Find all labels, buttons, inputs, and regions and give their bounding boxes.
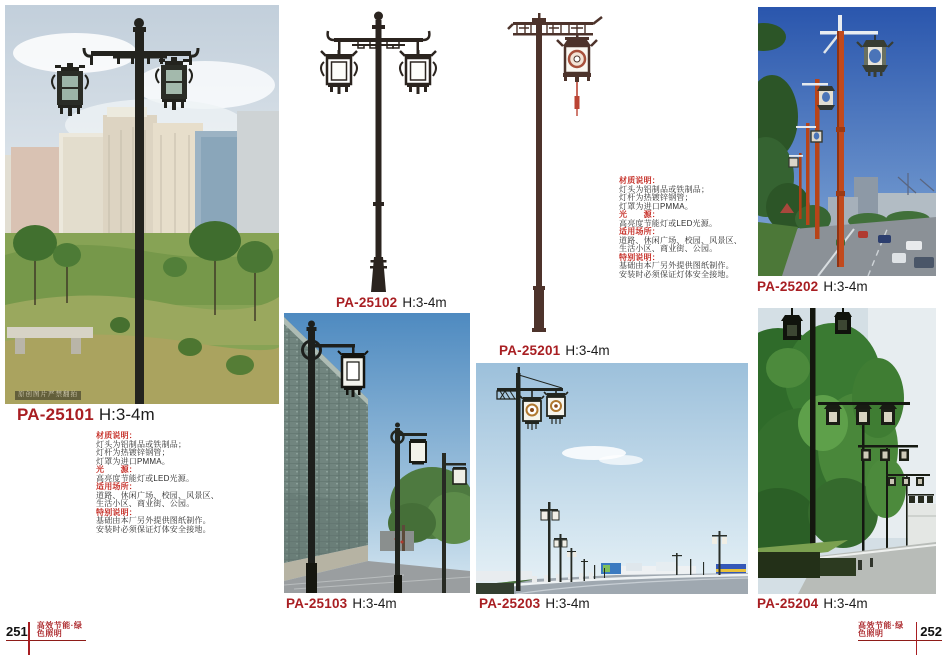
- product-label-pa-25102: [336, 296, 447, 310]
- drawn-pole-base: [532, 286, 546, 332]
- spec-heading: 材质说明：: [96, 431, 137, 440]
- product-label-pa-25201: [499, 344, 610, 358]
- product-size: H:3-4m: [352, 596, 397, 611]
- product-size: H:3-4m: [545, 596, 590, 611]
- product-size: H:3-4m: [823, 596, 868, 611]
- spec-line: 灯罩为进口PMMA。: [96, 456, 170, 466]
- product-size: H:3-4m: [565, 343, 610, 358]
- product-photo-pa-25203: [476, 363, 748, 594]
- product-code: PA-25203: [479, 596, 541, 611]
- spec-line: 生活小区、商业街、公园。: [96, 499, 195, 508]
- spec-line: 安装时必须保证灯体安全接地。: [619, 269, 734, 279]
- footer-slogan: 高效节能·绿色照明: [858, 621, 904, 638]
- red-pole-street-photo: [758, 7, 936, 276]
- product-label-pa-25203: [479, 597, 590, 611]
- street-lamp-park-photo: [5, 5, 279, 404]
- product-code: PA-25102: [336, 295, 398, 310]
- product-code: PA-25101: [17, 405, 94, 424]
- drawn-lantern-right: [400, 50, 436, 94]
- product-label-pa-25103: [286, 597, 397, 611]
- footer-right: [858, 622, 942, 641]
- spec-line: 基础由本厂另外提供图纸制作。: [619, 261, 734, 270]
- footer-divider-line: [916, 622, 918, 655]
- spec-line: 灯罩为进口PMMA。: [619, 201, 693, 211]
- product-label-pa-25204: [757, 597, 868, 611]
- product-code: PA-25103: [286, 596, 348, 611]
- product-photo-pa-25103: [284, 313, 470, 593]
- product-size: H:3-4m: [823, 279, 868, 294]
- spec-line: 安装时必须保证灯体安全接地。: [96, 524, 211, 534]
- spec-block-right: [619, 177, 749, 279]
- footer-left: [6, 622, 86, 641]
- product-photo-pa-25204: [758, 308, 936, 594]
- tree-lined-lamps-photo: [758, 308, 936, 594]
- spec-line: 灯头为铝制品或铁制品；: [96, 439, 187, 449]
- double-arm-lamp-drawing: [300, 6, 465, 292]
- drawn-lantern: [557, 37, 597, 82]
- highway-lamps-photo: [476, 363, 748, 594]
- spec-line: 高亮度节能灯或LED光源。: [619, 218, 718, 228]
- spec-line: 道路、休闲广场、校园、风景区、: [96, 490, 219, 500]
- product-code: PA-25204: [757, 596, 819, 611]
- product-size: H:3-4m: [98, 405, 155, 424]
- spec-heading: 适用场所：: [96, 482, 137, 491]
- footer-divider-line: [28, 622, 30, 655]
- spec-heading: 光 源：: [96, 465, 137, 474]
- drawn-lantern-left: [321, 50, 357, 94]
- city-wall-lamps-photo: [284, 313, 470, 593]
- photo-watermark: 原创图片严禁翻拍: [15, 391, 81, 400]
- spec-line: 灯杆为热镀锌钢管；: [96, 448, 170, 457]
- spec-line: 道路、休闲广场、校园、风景区、: [619, 235, 742, 245]
- footer-page-number: 251: [6, 624, 28, 639]
- footer-page-number: 252: [920, 624, 942, 639]
- product-size: H:3-4m: [402, 295, 447, 310]
- spec-heading: 特别说明：: [96, 507, 137, 517]
- single-arm-lamp-drawing: [487, 8, 612, 340]
- spec-line: 高亮度节能灯或LED光源。: [96, 473, 195, 483]
- product-drawing-pa-25201: [487, 8, 612, 340]
- drawn-pole: [370, 29, 387, 292]
- lamp-arm-4: [908, 494, 934, 503]
- product-photo-pa-25202: [758, 7, 936, 276]
- spec-block-left: [96, 432, 226, 534]
- product-code: PA-25201: [499, 343, 561, 358]
- product-drawing-pa-25102: [300, 6, 465, 292]
- footer-slogan: 高效节能·绿色照明: [36, 621, 83, 638]
- product-label-pa-25202: [757, 280, 868, 294]
- product-label-pa-25101: [17, 406, 155, 423]
- spec-line: 灯头为铝制品或铁制品；: [619, 184, 710, 194]
- product-code: PA-25202: [757, 279, 819, 294]
- spec-line: 基础由本厂另外提供图纸制作。: [96, 516, 211, 525]
- spec-line: 灯杆为热镀锌钢管；: [619, 193, 693, 202]
- spec-heading: 材质说明：: [619, 176, 660, 185]
- product-photo-pa-25101: [5, 5, 279, 404]
- spec-line: 生活小区、商业街、公园。: [619, 244, 718, 253]
- spec-heading: 光 源：: [619, 210, 660, 219]
- spec-heading: 适用场所：: [619, 227, 660, 236]
- spec-heading: 特别说明：: [619, 252, 660, 262]
- drawn-tassel: [575, 82, 580, 116]
